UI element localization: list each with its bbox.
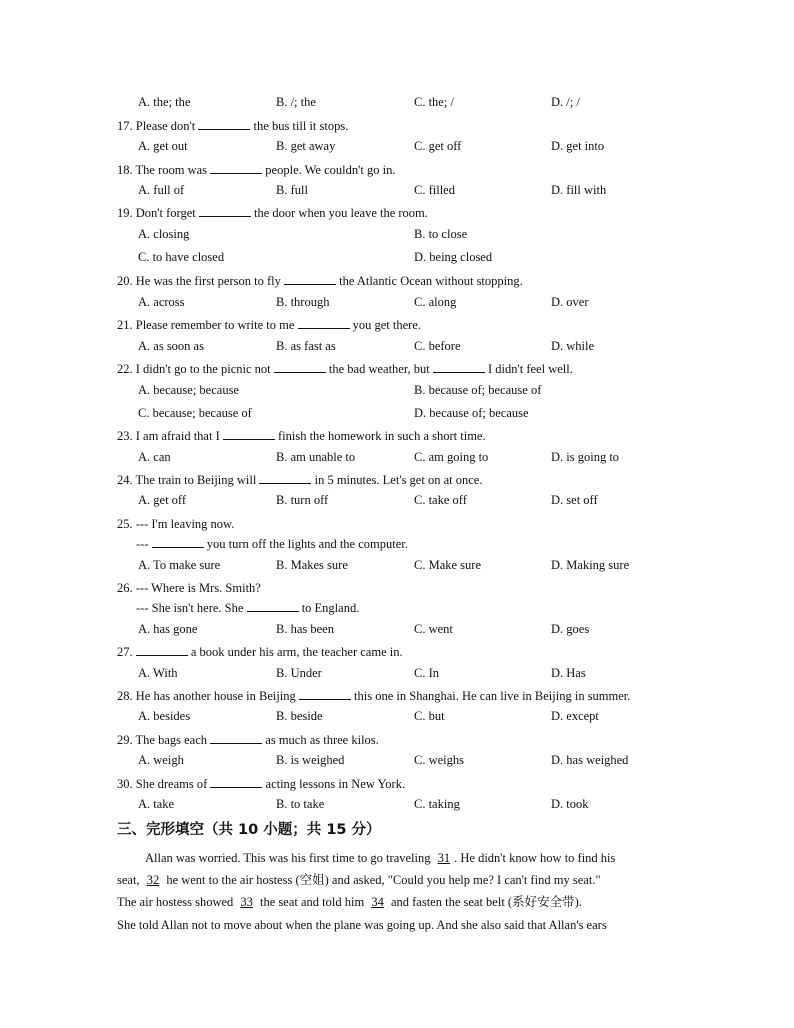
question-text-pre: --- I'm leaving now. — [135, 517, 235, 531]
answer-blank — [199, 205, 251, 217]
question-number: 23. — [117, 429, 133, 443]
option-b: B. to close — [414, 227, 468, 241]
option-a: A. because; because — [138, 383, 239, 397]
option-b: B. has been — [276, 622, 334, 636]
passage-text: She told Allan not to move about when the plane was going up. And she also said that Allan's ears — [117, 918, 607, 932]
option-d: D. Making sure — [551, 558, 630, 572]
answer-blank — [274, 361, 326, 373]
option-b: B. beside — [276, 709, 323, 723]
option-b: B. turn off — [276, 493, 329, 507]
option-d: D. over — [551, 295, 589, 309]
question-text-pre: Please remember to write to me — [135, 318, 295, 332]
question-17 — [117, 118, 348, 134]
option-c: C. get off — [414, 139, 462, 153]
question-text-post: as much as three kilos. — [265, 733, 379, 747]
question-28 — [117, 688, 630, 704]
option-c: C. am going to — [414, 450, 489, 464]
answer-blank — [152, 536, 204, 548]
question-number: 28. — [117, 689, 133, 703]
question-text-post: in 5 minutes. Let's get on at once. — [314, 473, 483, 487]
cloze-blank-33: 33 — [240, 895, 253, 909]
cloze-blank-32: 32 — [146, 873, 160, 887]
question-18 — [117, 162, 395, 178]
question-number: 26. — [117, 581, 133, 595]
question-text-post: you turn off the lights and the computer. — [206, 537, 408, 551]
option-c: C. but — [414, 709, 445, 723]
option-c: C. In — [414, 666, 439, 680]
option-b: B. /; the — [276, 95, 316, 109]
passage-text: seat, — [117, 873, 140, 887]
question-text-pre: She dreams of — [135, 777, 208, 791]
question-number: 19. — [117, 206, 133, 220]
option-c: C. weighs — [414, 753, 464, 767]
option-d: D. because of; because — [414, 406, 529, 420]
question-text-pre: I didn't go to the picnic not — [135, 362, 271, 376]
answer-blank — [433, 361, 485, 373]
question-25 — [117, 516, 234, 532]
question-29 — [117, 732, 379, 748]
option-c: C. went — [414, 622, 453, 636]
option-a: A. can — [138, 450, 171, 464]
question-number: 27. — [117, 645, 133, 659]
question-23 — [117, 428, 486, 444]
question-text-pre: The bags each — [135, 733, 208, 747]
answer-blank — [284, 273, 336, 285]
answer-blank — [223, 428, 275, 440]
passage-text: the seat and told him — [260, 895, 365, 909]
option-b: B. to take — [276, 797, 325, 811]
question-26 — [117, 580, 261, 596]
question-text-post: the bus till it stops. — [253, 119, 349, 133]
question-text-mid: the bad weather, but — [328, 362, 430, 376]
option-a: A. closing — [138, 227, 190, 241]
question-25-line2 — [136, 536, 408, 552]
option-a: A. besides — [138, 709, 191, 723]
question-22 — [117, 361, 573, 377]
question-number: 30. — [117, 777, 133, 791]
passage-line — [117, 894, 677, 910]
option-d: D. took — [551, 797, 589, 811]
passage-text: Allan was worried. This was his first time to go traveling — [145, 851, 431, 865]
passage-text: The air hostess showed — [117, 895, 234, 909]
question-text-post: the Atlantic Ocean without stopping. — [339, 274, 523, 288]
option-a: A. take — [138, 797, 175, 811]
answer-blank — [259, 472, 311, 484]
question-text-pre: --- Where is Mrs. Smith? — [135, 581, 261, 595]
passage-line — [117, 872, 677, 888]
question-text-post: to England. — [301, 601, 360, 615]
answer-blank — [298, 317, 350, 329]
option-a: A. across — [138, 295, 185, 309]
option-c: C. filled — [414, 183, 455, 197]
question-19 — [117, 205, 428, 221]
answer-blank — [247, 600, 299, 612]
question-text-pre: Please don't — [135, 119, 196, 133]
question-text-pre: --- — [136, 537, 149, 551]
question-number: 18. — [117, 163, 133, 177]
question-text-post: I didn't feel well. — [487, 362, 573, 376]
question-text-post: this one in Shanghai. He can live in Beijing in summer. — [354, 689, 631, 703]
question-text-pre: --- She isn't here. She — [136, 601, 244, 615]
section-heading: 三、完形填空（共 10 小题；共 15 分） — [117, 822, 381, 838]
question-text-pre: Don't forget — [135, 206, 196, 220]
option-d: D. Has — [551, 666, 586, 680]
option-c: C. to have closed — [138, 250, 225, 264]
option-d: D. being closed — [414, 250, 493, 264]
question-text-post: you get there. — [352, 318, 422, 332]
option-a: A. get off — [138, 493, 187, 507]
option-c: C. because; because of — [138, 406, 252, 420]
option-b: B. full — [276, 183, 308, 197]
option-c: C. before — [414, 339, 461, 353]
passage-text: and fasten the seat belt (系好安全带). — [390, 895, 582, 909]
option-c: C. taking — [414, 797, 460, 811]
option-c: C. take off — [414, 493, 467, 507]
option-d: D. set off — [551, 493, 598, 507]
option-b: B. Makes sure — [276, 558, 348, 572]
option-a: A. as soon as — [138, 339, 204, 353]
question-text-pre: The room was — [135, 163, 208, 177]
option-d: D. has weighed — [551, 753, 629, 767]
question-number: 21. — [117, 318, 133, 332]
option-a: A. the; the — [138, 95, 191, 109]
question-text-post: finish the homework in such a short time. — [277, 429, 486, 443]
option-c: C. Make sure — [414, 558, 481, 572]
option-b: B. as fast as — [276, 339, 336, 353]
question-number: 17. — [117, 119, 133, 133]
answer-blank — [210, 776, 262, 788]
question-number: 22. — [117, 362, 133, 376]
question-text-pre: He was the first person to fly — [135, 274, 281, 288]
option-d: D. goes — [551, 622, 590, 636]
question-number: 25. — [117, 517, 133, 531]
question-number: 29. — [117, 733, 133, 747]
answer-blank — [210, 732, 262, 744]
question-30 — [117, 776, 405, 792]
answer-blank — [210, 162, 262, 174]
question-text-post: acting lessons in New York. — [265, 777, 406, 791]
option-a: A. With — [138, 666, 178, 680]
question-text-pre: I am afraid that I — [135, 429, 220, 443]
question-text-post: a book under his arm, the teacher came in. — [190, 645, 403, 659]
question-20 — [117, 273, 523, 289]
passage-text: . He didn't know how to find his — [454, 851, 616, 865]
option-d: D. get into — [551, 139, 605, 153]
question-text-post: people. We couldn't go in. — [265, 163, 396, 177]
question-26-line2 — [136, 600, 359, 616]
question-27 — [117, 644, 403, 660]
answer-blank — [198, 118, 250, 130]
cloze-blank-31: 31 — [437, 851, 451, 865]
answer-blank — [299, 688, 351, 700]
question-number: 20. — [117, 274, 133, 288]
question-21 — [117, 317, 421, 333]
option-b: B. am unable to — [276, 450, 356, 464]
option-b: B. is weighed — [276, 753, 345, 767]
option-a: A. has gone — [138, 622, 198, 636]
option-d: D. fill with — [551, 183, 607, 197]
option-a: A. weigh — [138, 753, 184, 767]
option-d: D. except — [551, 709, 599, 723]
option-b: B. through — [276, 295, 330, 309]
option-c: C. along — [414, 295, 457, 309]
question-text-pre: He has another house in Beijing — [135, 689, 296, 703]
option-a: A. To make sure — [138, 558, 221, 572]
option-b: B. because of; because of — [414, 383, 542, 397]
answer-blank — [136, 644, 188, 656]
question-number: 24. — [117, 473, 133, 487]
option-a: A. full of — [138, 183, 185, 197]
passage-line — [117, 917, 677, 933]
question-24 — [117, 472, 482, 488]
option-d: D. is going to — [551, 450, 620, 464]
passage-text: he went to the air hostess (空姐) and asked, "Could you help me? I can't find my seat." — [166, 873, 601, 887]
option-c: C. the; / — [414, 95, 454, 109]
question-text-post: the door when you leave the room. — [254, 206, 428, 220]
option-d: D. while — [551, 339, 595, 353]
option-a: A. get out — [138, 139, 188, 153]
question-text-pre: The train to Beijing will — [135, 473, 257, 487]
cloze-blank-34: 34 — [371, 895, 384, 909]
option-b: B. get away — [276, 139, 336, 153]
option-d: D. /; / — [551, 95, 580, 109]
option-b: B. Under — [276, 666, 322, 680]
passage-line — [145, 850, 675, 866]
